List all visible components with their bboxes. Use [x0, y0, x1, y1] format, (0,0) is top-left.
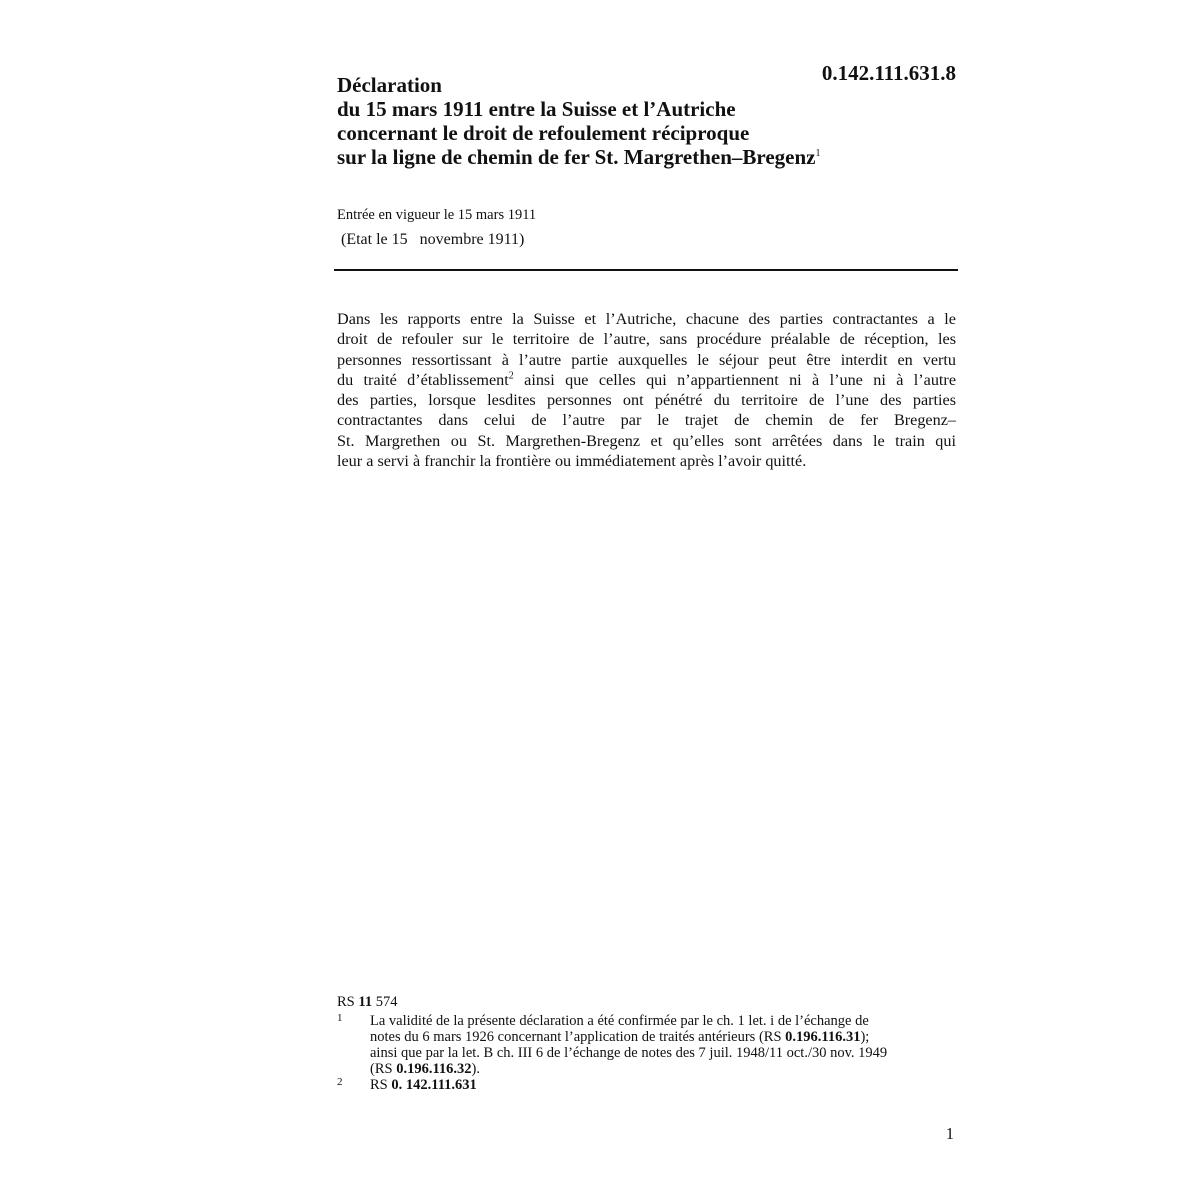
body-footnote-ref[interactable]: 2	[508, 370, 514, 382]
footnote-1	[337, 1013, 957, 1077]
footnote-text: );	[860, 1029, 870, 1045]
body-line: leur a servi à franchir la frontière ou immédiatement après l’avoir quitté.	[337, 452, 807, 471]
footnote-text: ).	[471, 1061, 480, 1077]
footnote-line: ainsi que par la let. B ch. III 6 de l’échange de notes des 7 juil. 1948/11 oct./30 nov. 1949	[370, 1045, 888, 1061]
body-line: droit de refouler sur le territoire de l’autre, sans procédure préalable de réception, les	[337, 330, 956, 349]
sr-number: 0.142.111.631.8	[821, 61, 956, 85]
rs-volume: 11	[358, 994, 373, 1010]
footnote-text: notes du 6 mars 1926 concernant l’application de traités antérieurs (RS	[370, 1029, 786, 1045]
title-line: Déclaration	[337, 73, 442, 97]
body-line: St. Margrethen ou St. Margrethen-Bregenz et qu’elles sont arrêtées dans le train qui	[337, 431, 956, 450]
rs-page: 574	[375, 994, 398, 1010]
rs-reference	[337, 994, 957, 1010]
title-line	[337, 145, 957, 169]
footnote-2	[337, 1077, 957, 1093]
body-line	[337, 370, 956, 390]
footnote-text: RS	[370, 1077, 392, 1093]
body-line: Dans les rapports entre la Suisse et l’Autriche, chacune des parties contractantes a le	[337, 310, 956, 328]
title-footnote-ref[interactable]: 1	[815, 148, 821, 159]
footnote-line: La validité de la présente déclaration a été confirmée par le ch. 1 let. i de l’échange de	[370, 1013, 869, 1029]
footnote-text: (RS	[370, 1061, 397, 1077]
footnote-number: 1	[337, 1012, 343, 1024]
footnote-line	[370, 1029, 957, 1045]
footnote-rs-link[interactable]: 0.196.116.32	[396, 1061, 472, 1077]
header-divider	[334, 269, 958, 271]
rs-prefix: RS	[337, 994, 355, 1010]
entry-into-force: Entrée en vigueur le 15 mars 1911	[337, 207, 537, 223]
page-number: 1	[945, 1124, 954, 1143]
footnote-number: 2	[337, 1076, 343, 1088]
footnote-line	[370, 1077, 957, 1093]
footnote-rs-link[interactable]: 0. 142.111.631	[391, 1077, 477, 1093]
status-date: (Etat le 15 novembre 1911)	[341, 231, 525, 248]
title-line: concernant le droit de refoulement réciproque	[337, 121, 750, 145]
body-line: personnes ressortissant à l’autre partie auxquelles le séjour peut être interdit en vertu	[337, 350, 956, 369]
title-line-text: sur la ligne de chemin de fer St. Margrethen–Bregenz	[337, 145, 816, 169]
footnotes-section	[337, 994, 957, 1093]
body-line: contractantes dans celui de l’autre par le trajet de chemin de fer Bregenz–	[337, 411, 956, 430]
body-line-text: du traité d’établissement	[337, 370, 509, 389]
title-line: du 15 mars 1911 entre la Suisse et l’Autriche	[337, 97, 736, 121]
body-paragraph	[337, 309, 956, 471]
body-line: des parties, lorsque lesdites personnes ont pénétré du territoire de l’une des parties	[337, 391, 956, 410]
body-line-text: ainsi que celles qui n’appartiennent ni à l’une ni à l’autre	[513, 370, 956, 389]
footnote-line	[370, 1061, 957, 1077]
document-title	[337, 73, 957, 169]
footnote-rs-link[interactable]: 0.196.116.31	[785, 1029, 861, 1045]
